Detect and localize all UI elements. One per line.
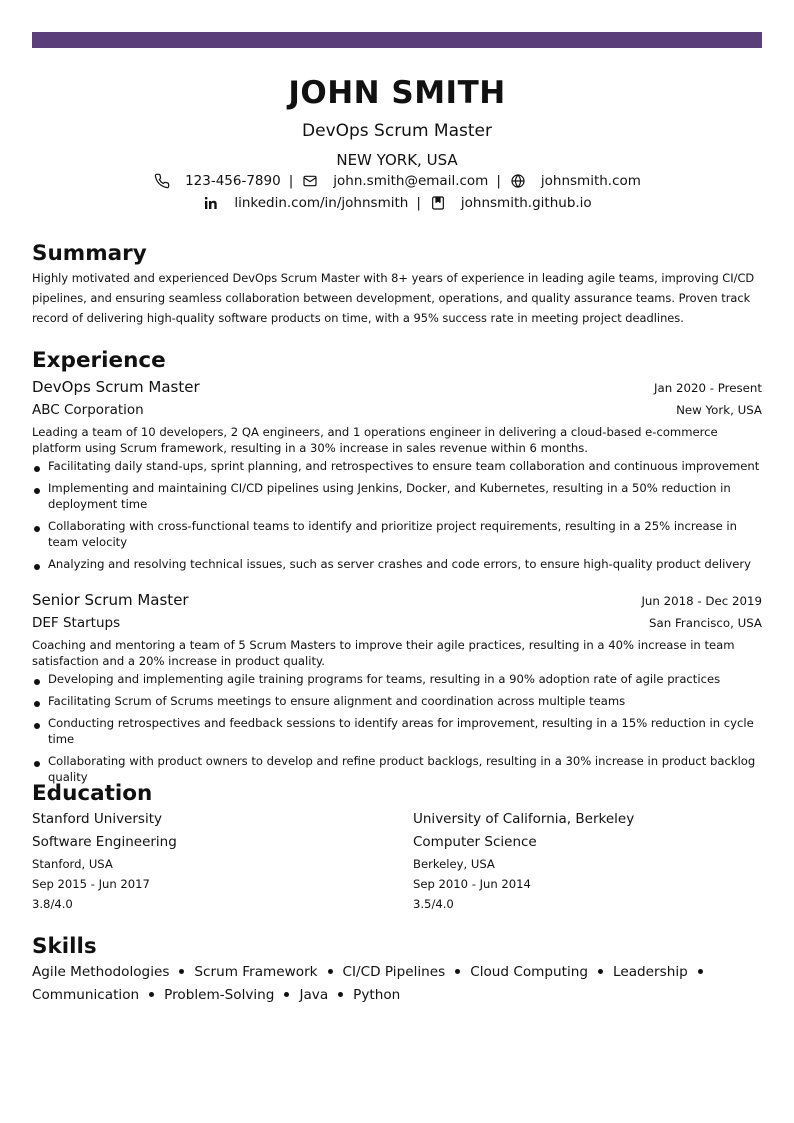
summary-heading: Summary xyxy=(32,241,147,266)
job-title: Senior Scrum Master xyxy=(32,591,189,609)
skill-item: Cloud Computing xyxy=(470,964,589,980)
website-link[interactable]: johnsmith.com xyxy=(540,173,641,189)
school-name: University of California, Berkeley xyxy=(413,811,635,827)
degree: Computer Science xyxy=(413,834,537,850)
bookmark-icon xyxy=(429,194,447,212)
bullet-dot xyxy=(338,992,343,997)
job-description: Leading a team of 10 developers, 2 QA engineers, and 1 operations engineer in delivering a cloud-based e-commerce platform using Scrum framework, resulting in a 30% increase in sales revenue within 6 months. xyxy=(32,425,718,455)
candidate-name: JOHN SMITH xyxy=(288,75,506,111)
linkedin-link[interactable]: linkedin.com/in/johnsmith xyxy=(234,195,409,211)
job-description: Coaching and mentoring a team of 5 Scrum Masters to improve their agile practices, resulting in a 40% increase in team satisfaction and a 20% increase in product quality. xyxy=(32,638,735,668)
bullet-dot xyxy=(179,969,184,974)
skills-list xyxy=(32,961,762,1007)
job-title: DevOps Scrum Master xyxy=(32,378,200,396)
github-link[interactable]: johnsmith.github.io xyxy=(460,195,592,211)
list-item: Implementing and maintaining CI/CD pipelines using Jenkins, Docker, and Kubernetes, resulting in a 50% reduction in deployment time xyxy=(32,480,762,512)
bullet-dot xyxy=(328,969,333,974)
education-entry xyxy=(32,808,402,914)
skill-item: Java xyxy=(299,987,329,1003)
job-location: San Francisco, USA xyxy=(649,616,762,630)
list-item: Developing and implementing agile training programs for teams, resulting in a 90% adoption rate of agile practices xyxy=(32,671,762,687)
school-location: Berkeley, USA xyxy=(413,857,495,871)
gpa: 3.5/4.0 xyxy=(413,897,454,911)
skill-item: Scrum Framework xyxy=(194,964,318,980)
list-item: Collaborating with product owners to develop and refine product backlogs, resulting in a 30% increase in product backlog quality xyxy=(32,753,762,785)
skill-item: CI/CD Pipelines xyxy=(342,964,446,980)
resume-header xyxy=(32,72,762,214)
candidate-role: DevOps Scrum Master xyxy=(302,121,492,141)
phone-icon xyxy=(153,172,171,190)
bullet-dot xyxy=(698,969,703,974)
bullet-dot xyxy=(598,969,603,974)
skill-item: Communication xyxy=(32,987,140,1003)
degree: Software Engineering xyxy=(32,834,177,850)
accent-bar xyxy=(32,32,762,48)
experience-heading: Experience xyxy=(32,348,166,373)
bullet-dot xyxy=(149,992,154,997)
separator: | xyxy=(288,173,294,189)
job-dates: Jan 2020 - Present xyxy=(654,381,762,395)
list-item: Collaborating with cross-functional teams to identify and prioritize project requirements, resulting in a 25% increase in team velocity xyxy=(32,518,762,550)
skills-heading: Skills xyxy=(32,934,97,959)
globe-icon xyxy=(509,172,527,190)
school-location: Stanford, USA xyxy=(32,857,113,871)
job-bullets xyxy=(32,671,762,785)
linkedin-icon xyxy=(202,194,220,212)
candidate-location: NEW YORK, USA xyxy=(336,151,458,169)
separator: | xyxy=(416,195,421,211)
job-entry xyxy=(32,376,762,578)
skill-item: Agile Methodologies xyxy=(32,964,170,980)
education-dates: Sep 2010 - Jun 2014 xyxy=(413,877,531,891)
phone-number[interactable]: 123-456-7890 xyxy=(185,173,281,189)
skill-item: Problem-Solving xyxy=(164,987,275,1003)
list-item: Analyzing and resolving technical issues, such as server crashes and code errors, to ensure high-quality product delivery xyxy=(32,556,762,572)
school-name: Stanford University xyxy=(32,811,162,827)
education-entry xyxy=(413,808,783,914)
education-heading: Education xyxy=(32,781,153,806)
job-dates: Jun 2018 - Dec 2019 xyxy=(641,594,762,608)
job-entry xyxy=(32,589,762,791)
skill-item: Python xyxy=(353,987,401,1003)
education-dates: Sep 2015 - Jun 2017 xyxy=(32,877,150,891)
job-location: New York, USA xyxy=(676,403,762,417)
bullet-dot xyxy=(284,992,289,997)
job-company: ABC Corporation xyxy=(32,402,144,418)
list-item: Conducting retrospectives and feedback sessions to identify areas for improvement, resulting in a 15% reduction in cycle time xyxy=(32,715,762,747)
job-company: DEF Startups xyxy=(32,615,121,631)
contact-line-2 xyxy=(32,192,762,214)
bullet-dot xyxy=(455,969,460,974)
gpa: 3.8/4.0 xyxy=(32,897,73,911)
list-item: Facilitating Scrum of Scrums meetings to ensure alignment and coordination across multiple teams xyxy=(32,693,762,709)
mail-icon xyxy=(301,172,319,190)
skill-item: Leadership xyxy=(613,964,688,980)
list-item: Facilitating daily stand-ups, sprint planning, and retrospectives to ensure team collaboration and continuous improvement xyxy=(32,458,762,474)
email-link[interactable]: john.smith@email.com xyxy=(333,173,489,189)
job-bullets xyxy=(32,458,762,572)
contact-line-1 xyxy=(32,170,762,192)
summary-text: Highly motivated and experienced DevOps Scrum Master with 8+ years of experience in leading agile teams, improving CI/CD pipelines, and ensuring seamless collaboration between development, operations, and quality assurance teams. Proven track record of delivering high-quality software products on time, with a 95% success rate in meeting project deadlines. xyxy=(32,271,755,325)
separator: | xyxy=(496,173,501,189)
